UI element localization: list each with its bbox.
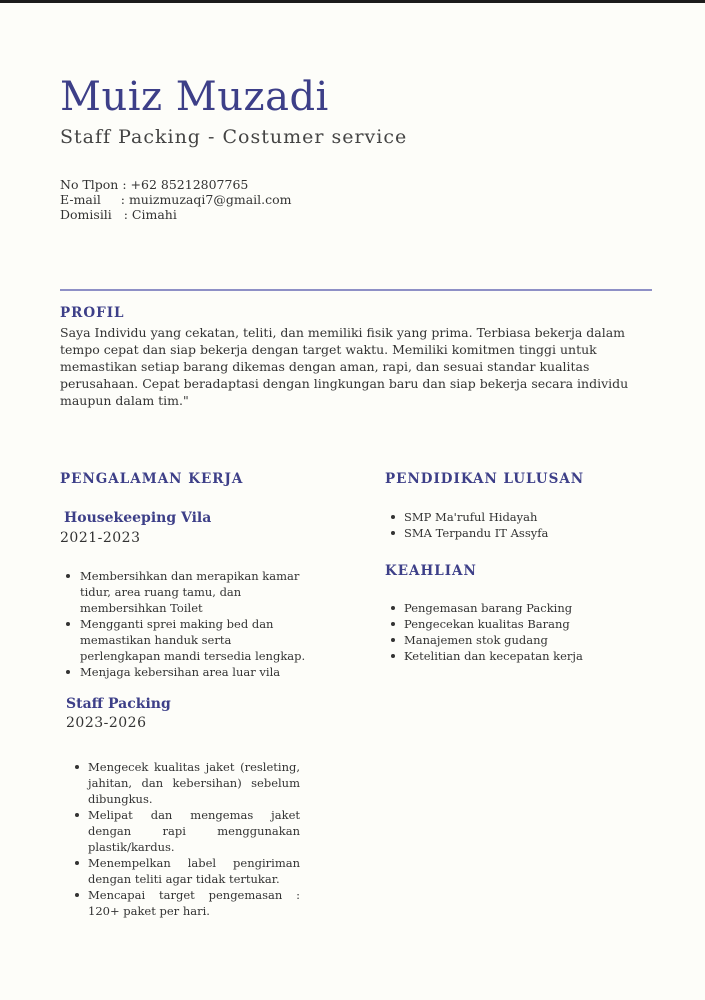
- contact-label: Domisili: [60, 207, 112, 222]
- list-item-text: Mencapai target pengemasan : 120+ paket per hari.: [88, 888, 300, 918]
- top-border: [0, 0, 705, 3]
- list-item: [404, 600, 583, 616]
- list-item-text: Pengecekan kualitas Barang: [404, 617, 570, 631]
- bullet-icon: [391, 638, 395, 642]
- list-item-text: Manajemen stok gudang: [404, 633, 548, 647]
- skills-heading: KEAHLIAN: [385, 563, 477, 579]
- contact-label: E-mail: [60, 192, 101, 207]
- list-item: [404, 648, 583, 664]
- bullet-icon: [75, 813, 79, 817]
- list-item: [80, 616, 312, 664]
- bullet-icon: [391, 654, 395, 658]
- list-item: [404, 632, 583, 648]
- bullet-icon: [75, 765, 79, 769]
- bullet-icon: [75, 893, 79, 897]
- profil-text: Saya Individu yang cekatan, teliti, dan memiliki fisik yang prima. Terbiasa bekerja dalam tempo cepat dan siap bekerja dengan target waktu. Memiliki komitmen tinggi untuk memastikan setiap barang dikemas dengan aman, rapi, dan sesuai standar kualitas perusahaan. Cepat beradaptasi dengan lingkungan baru dan siap bekerja secara individu maupun dalam tim.": [60, 325, 629, 408]
- job-period: 2023-2026: [66, 715, 147, 731]
- skills-list: [404, 600, 583, 664]
- contact-info: [60, 177, 292, 222]
- list-item: [404, 525, 548, 541]
- list-item: [80, 568, 312, 616]
- list-item-text: SMP Ma'ruful Hidayah: [404, 510, 538, 524]
- job-duties-list: [80, 568, 312, 680]
- job-duties-list: [88, 759, 300, 919]
- contact-domicile: [60, 207, 292, 222]
- job-period: 2021-2023: [60, 530, 141, 546]
- education-list: [404, 509, 548, 541]
- list-item-text: Menjaga kebersihan area luar vila: [80, 665, 281, 679]
- job-role: Staff Packing - Costumer service: [60, 126, 408, 148]
- bullet-icon: [391, 606, 395, 610]
- contact-value: Cimahi: [131, 207, 177, 222]
- list-item: [404, 616, 583, 632]
- bullet-icon: [75, 861, 79, 865]
- contact-separator: :: [118, 177, 131, 192]
- candidate-name: Muiz Muzadi: [60, 74, 329, 120]
- education-heading: PENDIDIKAN LULUSAN: [385, 471, 585, 487]
- list-item: [88, 887, 300, 919]
- contact-phone: [60, 177, 292, 192]
- experience-heading: PENGALAMAN KERJA: [60, 471, 244, 487]
- contact-separator: :: [111, 207, 132, 222]
- list-item-text: Membersihkan dan merapikan kamar tidur, area ruang tamu, dan membersihkan Toilet: [80, 569, 300, 615]
- list-item-text: SMA Terpandu IT Assyfa: [404, 526, 549, 540]
- contact-separator: :: [100, 192, 129, 207]
- list-item: [88, 807, 300, 855]
- bullet-icon: [66, 622, 70, 626]
- list-item-text: Menempelkan label pengiriman dengan teliti agar tidak tertukar.: [88, 856, 300, 886]
- list-item-text: Ketelitian dan kecepatan kerja: [404, 649, 583, 663]
- contact-label: No Tlpon: [60, 177, 119, 192]
- list-item-text: Melipat dan mengemas jaket dengan rapi menggunakan plastik/kardus.: [88, 808, 300, 854]
- list-item: [88, 759, 300, 807]
- bullet-icon: [391, 531, 395, 535]
- job-title: Housekeeping Vila: [64, 510, 212, 526]
- job-title: Staff Packing: [66, 696, 171, 712]
- profil-heading: PROFIL: [60, 305, 125, 321]
- bullet-icon: [391, 622, 395, 626]
- list-item: [404, 509, 548, 525]
- list-item: [80, 664, 312, 680]
- contact-email: [60, 192, 292, 207]
- bullet-icon: [66, 670, 70, 674]
- contact-value: muizmuzaqi7@gmail.com: [128, 192, 292, 207]
- bullet-icon: [66, 574, 70, 578]
- contact-value: +62 85212807765: [130, 177, 249, 192]
- section-divider: [60, 289, 652, 291]
- list-item-text: Pengemasan barang Packing: [404, 601, 573, 615]
- list-item: [88, 855, 300, 887]
- list-item-text: Mengecek kualitas jaket (resleting, jahitan, dan kebersihan) sebelum dibungkus.: [88, 760, 300, 806]
- list-item-text: Mengganti sprei making bed dan memastikan handuk serta perlengkapan mandi tersedia lengkap.: [80, 617, 306, 663]
- bullet-icon: [391, 515, 395, 519]
